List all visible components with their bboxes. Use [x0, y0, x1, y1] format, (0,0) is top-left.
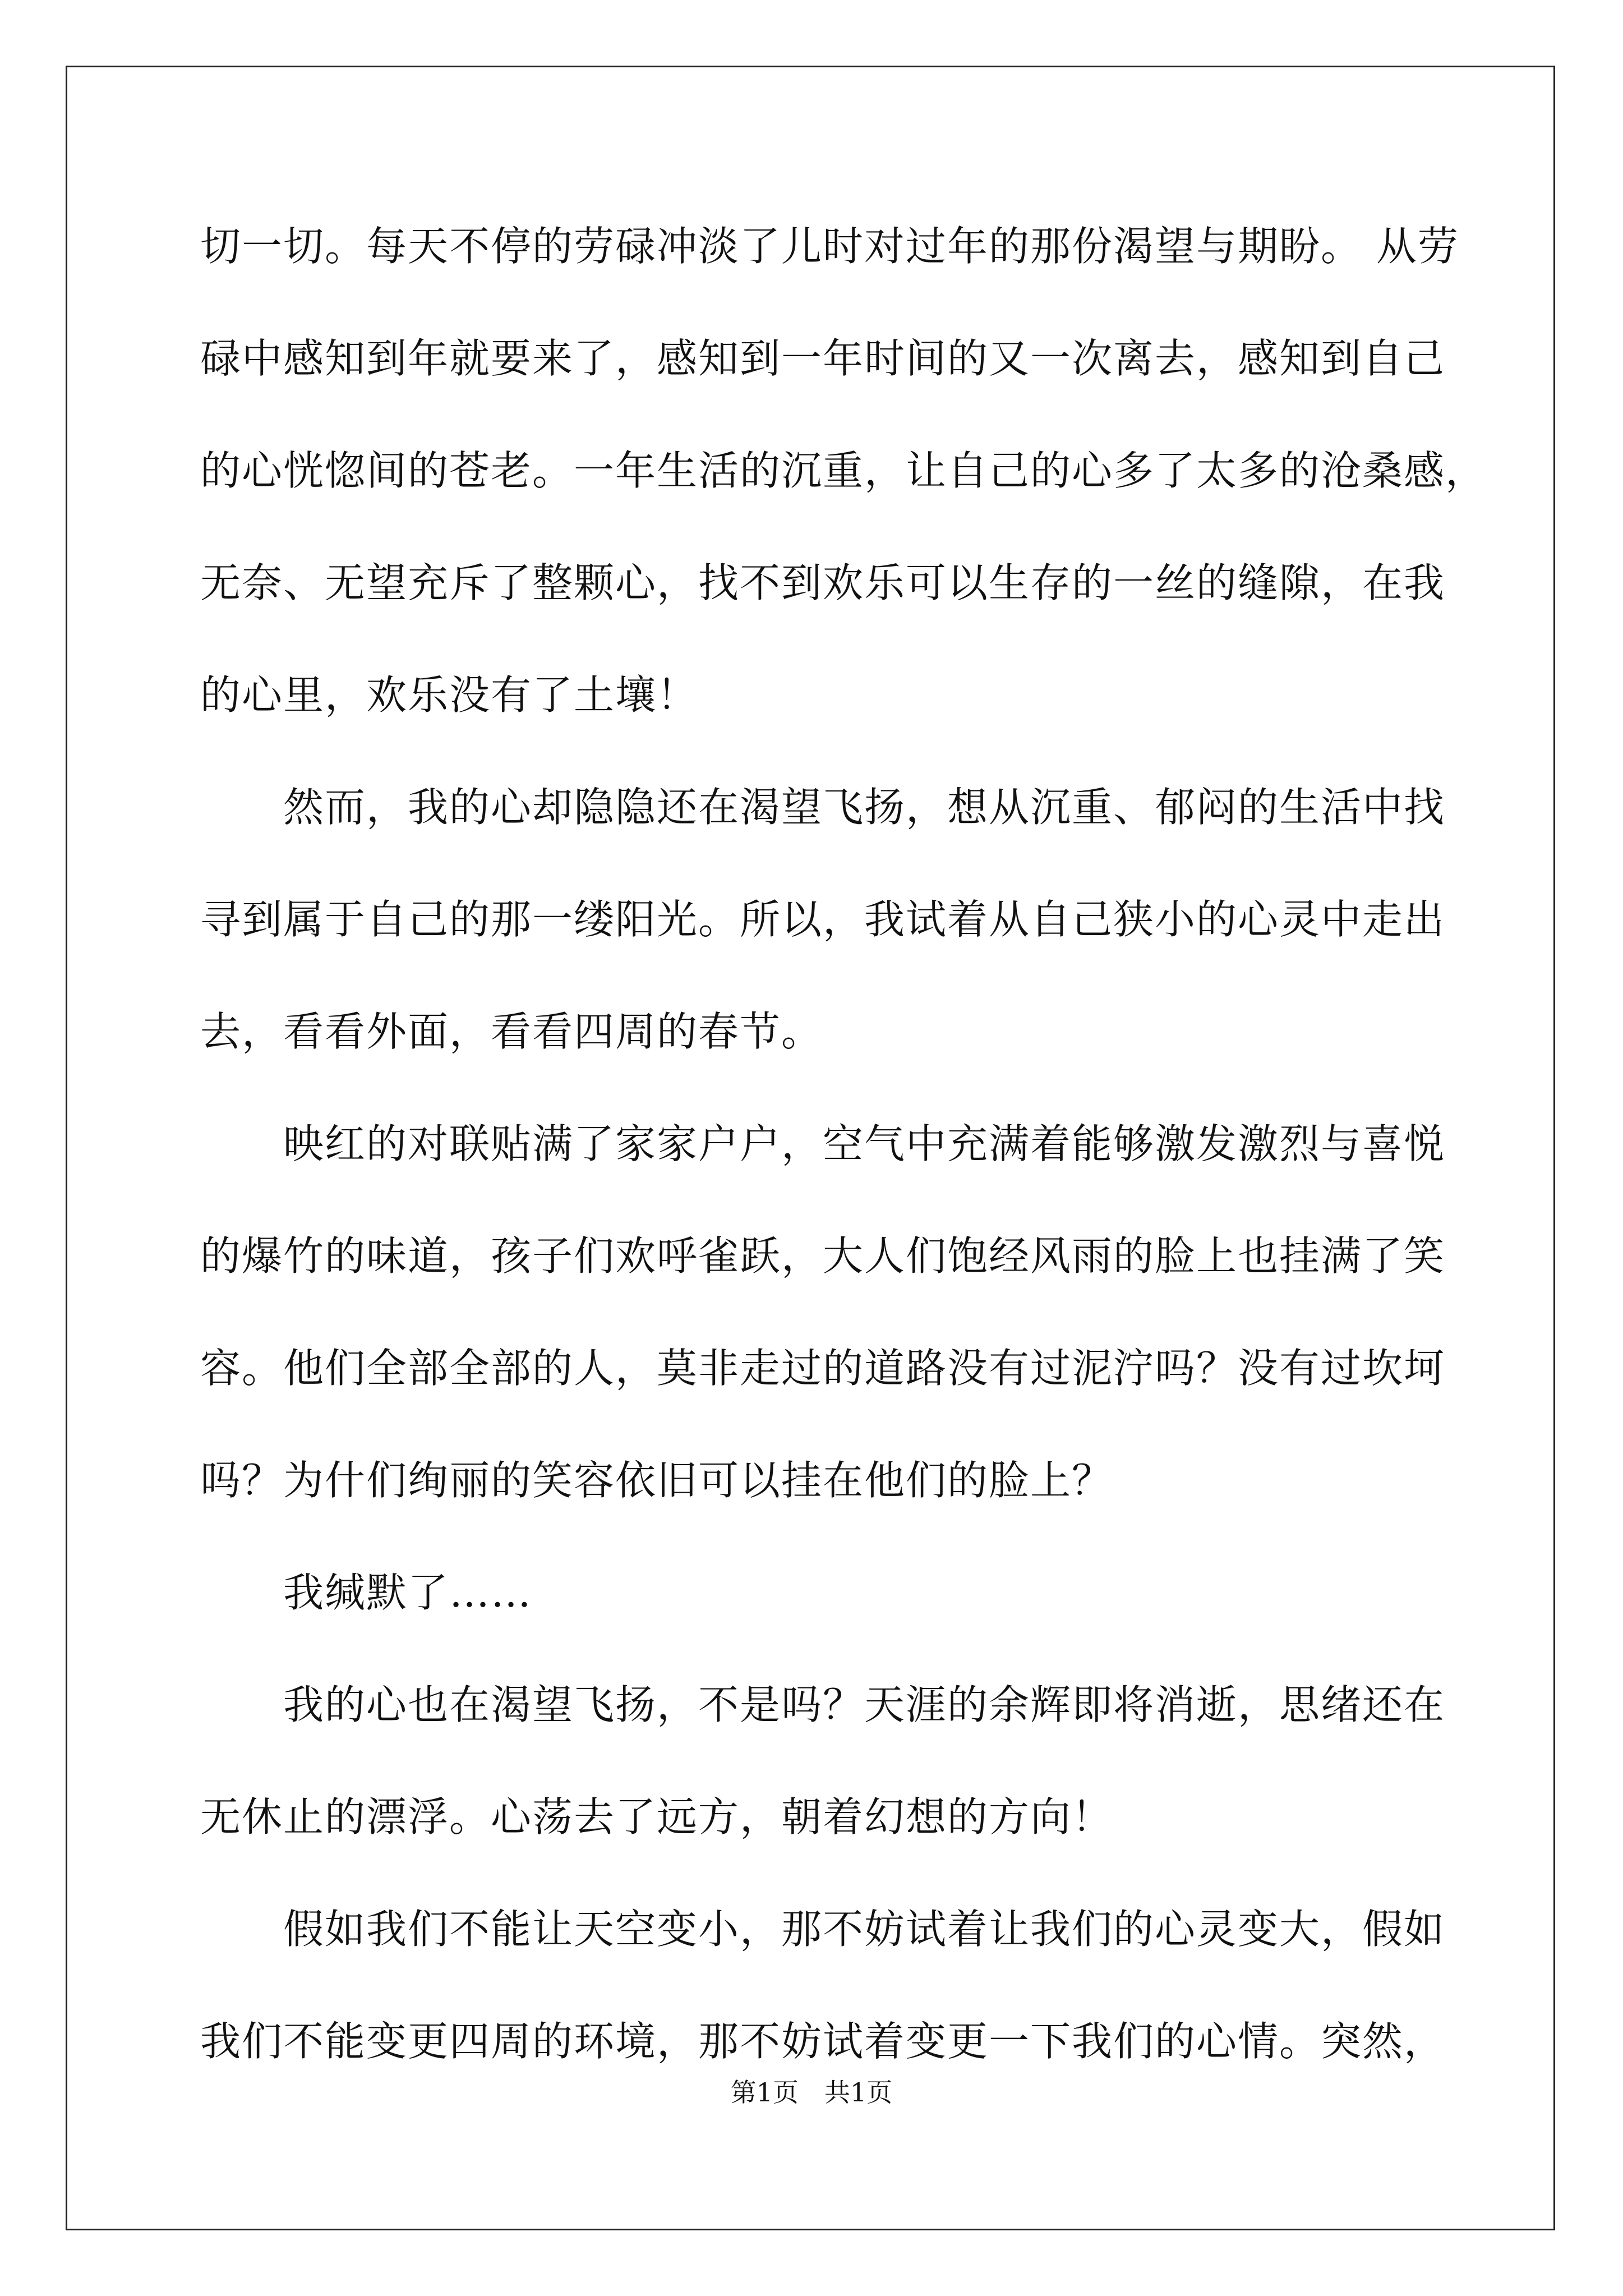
text-line: 的爆竹的味道，孩子们欢呼雀跃，大人们饱经风雨的脸上也挂满了笑 [200, 1232, 1446, 1280]
text-line: 的心恍惚间的苍老。一年生活的沉重，让自己的心多了太多的沧桑感， [200, 447, 1487, 494]
text-line: 切一切。每天不停的劳碌冲淡了儿时对过年的那份渴望与期盼。 从劳 [200, 223, 1459, 270]
document-body [200, 211, 1487, 2119]
text-line: 无奈、无望充斥了整颗心，找不到欢乐可以生存的一丝的缝隙，在我 [200, 559, 1446, 606]
text-line: 吗？为什们绚丽的笑容依旧可以挂在他们的脸上？ [200, 1457, 1114, 1504]
page-footer: 第1页 共1页 [730, 2077, 893, 2108]
paragraph-first-line: 然而，我的心却隐隐还在渴望飞扬，想从沉重、郁闷的生活中找 [283, 784, 1446, 831]
paragraph-first-line: 我的心也在渴望飞扬，不是吗？天涯的余辉即将消逝，思绪还在 [283, 1681, 1446, 1728]
text-line: 碌中感知到年就要来了，感知到一年时间的又一次离去，感知到自己 [200, 335, 1446, 382]
text-line: 的心里，欢乐没有了土壤！ [200, 671, 699, 719]
text-line: 容。他们全部全部的人，莫非走过的道路没有过泥泞吗？没有过坎坷 [200, 1345, 1446, 1392]
paragraph-first-line: 映红的对联贴满了家家户户，空气中充满着能够激发激烈与喜悦 [283, 1120, 1446, 1167]
paragraph-first-line: 假如我们不能让天空变小，那不妨试着让我们的心灵变大，假如 [283, 1906, 1446, 1953]
text-line: 无休止的漂浮。心荡去了远方，朝着幻想的方向！ [200, 1793, 1114, 1841]
text-line: 去，看看外面，看看四周的春节。 [200, 1008, 823, 1055]
text-line: 寻到属于自己的那一缕阳光。所以，我试着从自己狭小的心灵中走出 [200, 896, 1446, 943]
paragraph-first-line: 我缄默了…… [283, 1569, 533, 1616]
text-line: 我们不能变更四周的环境，那不妨试着变更一下我们的心情。突然， [200, 2018, 1446, 2065]
